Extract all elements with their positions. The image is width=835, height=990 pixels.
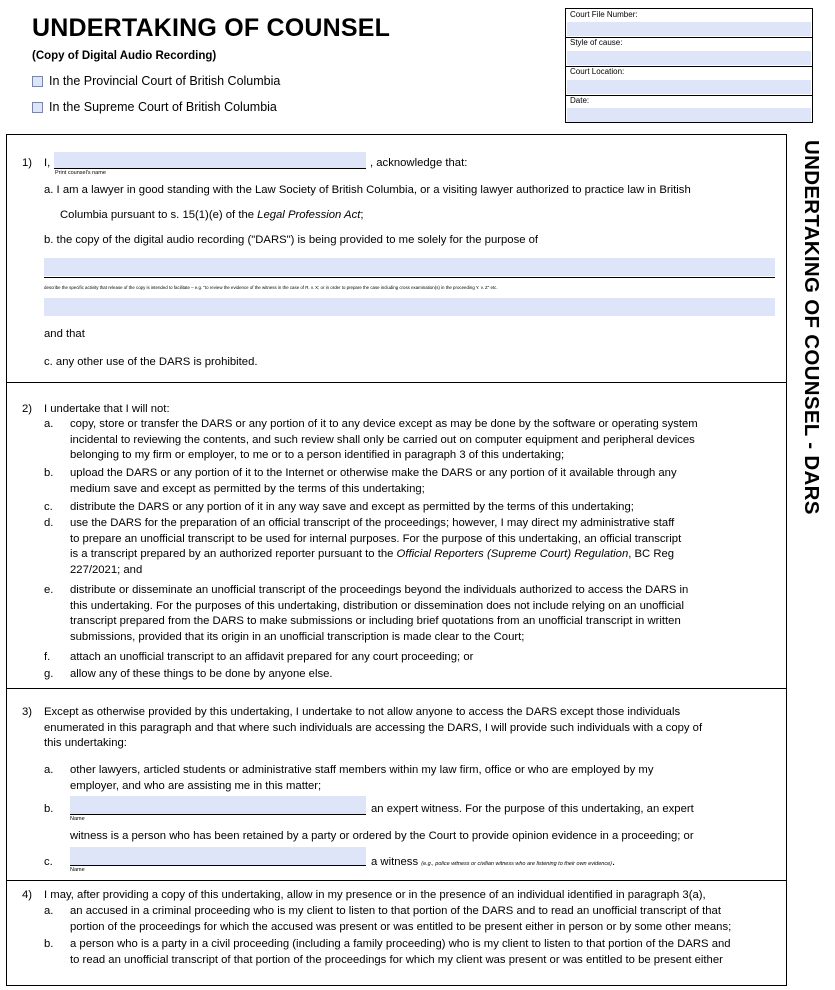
item-1c-text: c. any other use of the DARS is prohibited. <box>44 356 258 368</box>
court-location-label: Court Location: <box>570 67 625 76</box>
counsel-name-caption: Print counsel's name <box>55 170 106 176</box>
witness-name-caption: Name <box>70 867 85 873</box>
date-cell <box>566 95 812 123</box>
purpose-caption: describe the specific activity that release of the copy is intended to facilitate – e.g. "to review the evidence of the witness in the case of R. v. X; or in order to prepare the case including cross examination(s) in the proceeding Y. v. Z" etc. <box>44 285 498 290</box>
purpose-field-underline <box>44 277 775 278</box>
item-4a-text <box>70 904 731 935</box>
item-4a-letter: a. <box>44 905 54 917</box>
section-2-number: 2) <box>22 403 33 415</box>
item-1a-line2-post: ; <box>360 209 364 221</box>
item-2d-line: 227/2021; and <box>70 563 143 576</box>
section-divider <box>6 382 787 383</box>
style-of-cause-field[interactable] <box>567 51 811 65</box>
court-file-number-cell <box>566 9 812 38</box>
section-3-intro <box>44 705 702 752</box>
section-1-number: 1) <box>22 157 33 169</box>
court-file-number-label: Court File Number: <box>570 10 638 19</box>
section-2-intro: I undertake that I will not: <box>44 403 170 415</box>
purpose-field[interactable] <box>44 258 775 276</box>
provincial-court-checkbox[interactable] <box>32 76 43 87</box>
item-2d-text <box>70 516 681 578</box>
item-3a-line: other lawyers, articled students or administrative staff members within my law firm, office or who are employed by my <box>70 764 654 776</box>
item-4b-text <box>70 937 731 968</box>
item-3c-letter: c. <box>44 856 53 868</box>
item-3a-text <box>70 763 653 794</box>
side-title-text: UNDERTAKING OF COUNSEL - DARS <box>800 140 823 515</box>
item-4b-line: to read an unofficial transcript of that portion of the proceedings for which my client was present or was entitled to be present either <box>70 953 723 966</box>
date-label: Date: <box>570 96 590 105</box>
item-2f-text: attach an unofficial transcript to an affidavit prepared for any court proceeding; or <box>70 651 474 663</box>
item-3c-note: (e.g., police witness or civilian witness who are listening to their own evidence) <box>421 861 612 867</box>
section-3-intro-line: this undertaking: <box>44 737 127 749</box>
item-2d-letter: d. <box>44 517 54 529</box>
item-2d-line: to prepare an unofficial transcript to be used for internal purposes. For the purpose of this undertaking, an official transcript <box>70 532 682 545</box>
purpose-field-2[interactable] <box>44 298 775 316</box>
item-2e-line: submissions, provided that its origin in an unofficial transcription is made clear to the Court; <box>70 630 525 643</box>
form-subtitle: (Copy of Digital Audio Recording) <box>32 50 217 62</box>
item-2d-line <box>70 547 681 563</box>
counsel-name-field[interactable] <box>54 152 366 169</box>
item-2b-letter: b. <box>44 467 54 479</box>
item-2a-line: incidental to reviewing the contents, and such review shall only be carried out on computer equipment and peripheral devices <box>70 433 695 446</box>
item-3b-letter: b. <box>44 803 54 815</box>
item-2b-line: upload the DARS or any portion of it to the Internet or otherwise make the DARS or any portion of it available through any <box>70 467 677 479</box>
court-location-field[interactable] <box>567 80 811 94</box>
section-3-number: 3) <box>22 706 33 718</box>
court-file-number-field[interactable] <box>567 22 811 36</box>
item-4b-line: a person who is a party in a civil proceeding (including a family proceeding) who is my client to listen to that portion of the DARS and <box>70 938 731 950</box>
item-2d-line3-pre: is a transcript prepared by an authorized reporter pursuant to the <box>70 548 394 560</box>
court-location-cell <box>566 66 812 96</box>
item-4a-line: an accused in a criminal proceeding who is my client to listen to that portion of the DARS and to read an unofficial transcript of that <box>70 905 721 917</box>
item-4a-line: portion of the proceedings for which the accused was present or was entitled to be present either in person or by some other means; <box>70 920 732 933</box>
item-3c-witness: a witness <box>371 856 419 868</box>
provincial-court-option[interactable] <box>32 74 280 88</box>
item-2b-line: medium save and except as permitted by the terms of this undertaking; <box>70 482 425 495</box>
item-2c-text: distribute the DARS or any portion of it in any way save and except as permitted by the terms of this undertaking; <box>70 501 634 513</box>
style-of-cause-label: Style of cause: <box>570 38 623 47</box>
item-3c-text <box>371 855 615 873</box>
item-3b-text: an expert witness. For the purpose of this undertaking, an expert <box>371 803 694 815</box>
supreme-court-checkbox[interactable] <box>32 102 43 113</box>
item-3b-line2: witness is a person who has been retained by a party or ordered by the Court to provide opinion evidence in a proceeding; or <box>70 830 694 842</box>
provincial-court-label: In the Provincial Court of British Columbia <box>49 74 281 88</box>
section-divider <box>6 688 787 689</box>
item-2a-line: belonging to my firm or employer, to me or to a person identified in paragraph 3 of this undertaking; <box>70 449 565 461</box>
supreme-court-label: In the Supreme Court of British Columbia <box>49 100 277 114</box>
style-of-cause-cell <box>566 37 812 67</box>
section-4-intro: I may, after providing a copy of this undertaking, allow in my presence or in the presence of an individual identified in paragraph 3(a), <box>44 889 706 901</box>
item-1a-line2-pre: Columbia pursuant to s. 15(1)(e) of the <box>60 209 255 221</box>
section-divider <box>6 880 787 881</box>
section-3-intro-line: Except as otherwise provided by this undertaking, I undertake to not allow anyone to access the DARS except those individuals <box>44 706 681 718</box>
case-info-box <box>565 8 813 123</box>
item-2b-text <box>70 466 677 497</box>
item-2d-line3-post: , BC Reg <box>628 548 675 560</box>
expert-name-caption: Name <box>70 816 85 822</box>
legal-profession-act: Legal Profession Act <box>257 209 361 221</box>
item-2c-letter: c. <box>44 501 53 513</box>
item-2e-line: distribute or disseminate an unofficial transcript of the proceedings beyond the individuals authorized to access the DARS in <box>70 584 689 596</box>
item-2g-letter: g. <box>44 668 54 680</box>
item-2g-text: allow any of these things to be done by anyone else. <box>70 668 333 680</box>
section-3-intro-line: enumerated in this paragraph and that where such individuals are accessing the DARS, I will provide such individuals with a copy of <box>44 721 703 734</box>
item-2f-letter: f. <box>44 651 51 663</box>
item-3a-line: employer, and who are assisting me in this matter; <box>70 779 322 792</box>
item-2e-text <box>70 583 688 645</box>
item-2e-line: transcript prepared from the DARS to make submissions or including brief quotations from an unofficial transcript in written <box>70 615 681 627</box>
acknowledge-text: , acknowledge that: <box>370 157 468 169</box>
item-1a-line2 <box>60 208 364 224</box>
item-2a-letter: a. <box>44 418 54 430</box>
form-title: UNDERTAKING OF COUNSEL <box>32 14 391 42</box>
date-field[interactable] <box>567 108 811 122</box>
supreme-court-option[interactable] <box>32 100 277 114</box>
item-3a-letter: a. <box>44 764 54 776</box>
section-1-i: I, <box>44 157 51 169</box>
official-reporters-regulation: Official Reporters (Supreme Court) Regulation <box>396 548 629 560</box>
item-2e-letter: e. <box>44 584 54 596</box>
item-4b-letter: b. <box>44 938 54 950</box>
item-1b-text: b. the copy of the digital audio recording ("DARS") is being provided to me solely for the purpose of <box>44 234 539 246</box>
item-2e-line: this undertaking. For the purposes of this undertaking, distribution or dissemination does not include relying on an unofficial <box>70 599 684 612</box>
item-3c-end: . <box>612 856 616 868</box>
expert-witness-name-field[interactable] <box>70 796 366 815</box>
witness-name-field[interactable] <box>70 847 366 866</box>
item-1a-line1: a. I am a lawyer in good standing with the Law Society of British Columbia, or a visiting lawyer authorized to practice law in British <box>44 184 691 196</box>
item-2a-line: copy, store or transfer the DARS or any portion of it to any device except as may be done by the software or operating system <box>70 418 698 430</box>
item-2a-text <box>70 417 698 464</box>
and-that-text: and that <box>44 328 85 340</box>
section-4-number: 4) <box>22 889 33 901</box>
item-2d-line: use the DARS for the preparation of an official transcript of the proceedings; however, I may direct my administrative staff <box>70 517 675 529</box>
